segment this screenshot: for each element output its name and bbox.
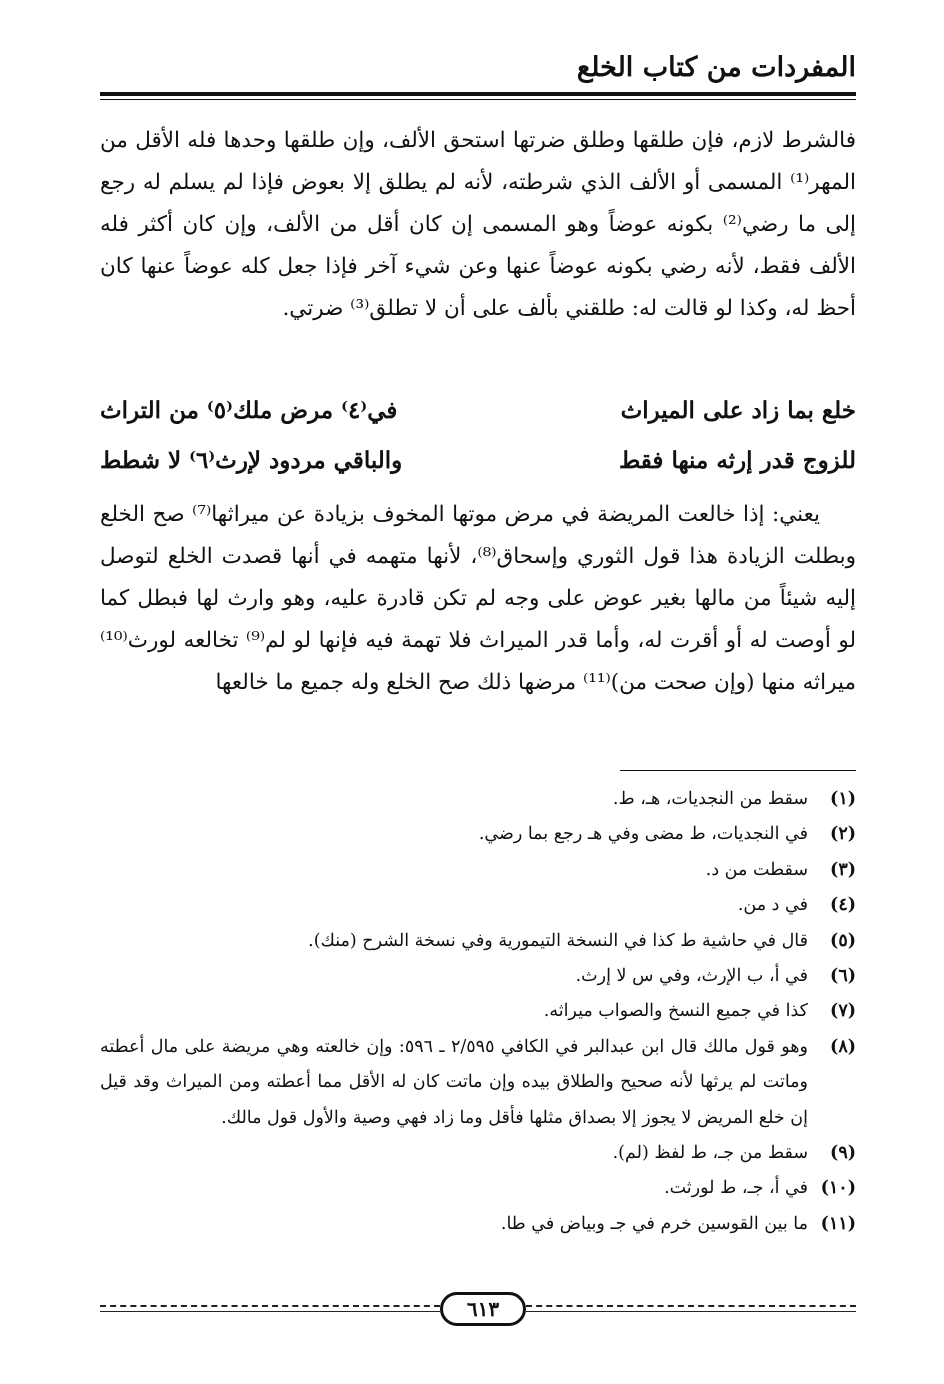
verse-hemistich-left: في⁽٤⁾ مرض ملك⁽٥⁾ من التراث — [100, 397, 398, 424]
footnote-number: (١١) — [820, 1213, 856, 1234]
footnote-number: (٣) — [830, 859, 856, 880]
footnote-text: في النجديات، ط مضى وفي هـ رجع بما رضي. — [478, 824, 808, 845]
footnote-text: وهو قول مالك قال ابن عبدالبر في الكافي ٢/٥٩٥ ـ ٥٩٦: وإن خالعته وهي مريضة على مال أعطته وماتت لم يرثها لأنه صحيح والطلاق بيده وإن ماتت كان له الأقل مما أعطته ومن الميراث وقد قيل إن خلع المريض لا يجوز إلا بصداق مثلها فأقل وما زاد فهي وصية والأول قول مالك. — [100, 1036, 808, 1128]
footer-rule-right-thin — [526, 1311, 856, 1312]
footnote-number: (٨) — [830, 1036, 856, 1057]
footnote-text: ما بين القوسين خرم في جـ وبياض في طا. — [500, 1213, 808, 1234]
body-paragraph-1 — [100, 120, 856, 330]
footnote-item — [100, 1207, 856, 1242]
verse-hemistich-right: خلع بما زاد على الميراث — [620, 397, 856, 424]
footnote-item — [100, 1030, 856, 1136]
footnote-item — [100, 1136, 856, 1171]
page-number: ٦١٣ — [440, 1292, 526, 1326]
footnote-item — [100, 853, 856, 888]
verse-line-1 — [100, 386, 856, 436]
footnote-text: في أ، جـ، ط لورثت. — [664, 1178, 808, 1199]
footnote-text: سقط من جـ، ط لفظ (لم). — [612, 1143, 808, 1164]
footnotes — [100, 782, 856, 1242]
body-paragraph-2 — [100, 494, 856, 704]
verse-hemistich-left: والباقي مردود لإرث⁽٦⁾ لا شطط — [100, 447, 403, 474]
footer-rule-left-thin — [100, 1311, 440, 1312]
footnote-number: (٧) — [830, 1001, 856, 1022]
paragraph-text: يعني: إذا خالعت المريضة في مرض موتها المخوف بزيادة عن ميراثها⁽⁷⁾ صح الخلع وبطلت الزيادة هذا قول الثوري وإسحاق⁽⁸⁾، لأنها متهمه في أنها قصدت الخلع لتوصل إليه شيئاً من مالها بغير عوض على وجه لم تكن قادرة عليه، وهو وارث لها فبطل كما لو أوصت له أو أقرت له، وأما قدر الميراث فلا تهمة فيه فإنها لو لم⁽⁹⁾ تخالعه لورث⁽¹⁰⁾ ميراثه منها (وإن صحت من)⁽¹¹⁾ مرضها ذلك صح الخلع وله جميع ما خالعها — [100, 502, 856, 695]
running-title: المفردات من كتاب الخلع — [576, 52, 856, 83]
footnote-text: قال في حاشية ط كذا في النسخة التيمورية وفي نسخة الشرح (منك). — [308, 930, 808, 951]
footnote-text: في د من. — [737, 895, 808, 916]
verse-line-2 — [100, 436, 856, 486]
footnote-number: (٥) — [830, 930, 856, 951]
footnote-number: (١٠) — [820, 1178, 856, 1199]
header-rule-thin — [100, 99, 856, 100]
footnote-item — [100, 959, 856, 994]
footnote-item — [100, 924, 856, 959]
paragraph-text: فالشرط لازم، فإن طلقها وطلق ضرتها استحق الألف، وإن طلقها وحدها فله الأقل من المهر⁽¹⁾ المسمى أو الألف الذي شرطته، لأنه لم يطلق إلا بعوض فإذا لم يسلم له رجع إلى ما رضي⁽²⁾ بكونه عوضاً وهو المسمى إن كان أقل من الألف، وإن كان أكثر فله الألف فقط، لأنه رضي بكونه عوضاً عنها وعن شيء آخر فإذا جعل كله عوضاً عنها كان أحظ له، وكذا لو قالت له: طلقني بألف على أن لا تطلق⁽³⁾ ضرتي. — [100, 128, 856, 321]
footnote-text: سقطت من د. — [705, 859, 808, 880]
verse-hemistich-right: للزوج قدر إرثه منها فقط — [618, 447, 856, 474]
footnote-number: (١) — [830, 789, 856, 809]
footnote-number: (٤) — [830, 895, 856, 916]
footnote-separator — [620, 770, 856, 771]
footnote-text: كذا في جميع النسخ والصواب ميراثه. — [543, 1001, 808, 1022]
footnote-number: (٩) — [830, 1143, 856, 1164]
footnote-text: سقط من النجديات، هـ، ط. — [612, 789, 808, 809]
footnote-item — [100, 994, 856, 1029]
footnote-number: (٦) — [830, 966, 856, 987]
footer-rule-right — [526, 1305, 856, 1307]
footer-rule-left — [100, 1305, 440, 1307]
header-rule — [100, 92, 856, 96]
footnote-number: (٢) — [830, 824, 856, 845]
footnote-item — [100, 817, 856, 852]
footnote-item — [100, 1171, 856, 1206]
footnote-text: في أ، ب الإرث، وفي س لا إرث. — [575, 966, 808, 987]
footnote-item — [100, 888, 856, 923]
footnote-item — [100, 782, 856, 817]
verse-block — [100, 386, 856, 486]
